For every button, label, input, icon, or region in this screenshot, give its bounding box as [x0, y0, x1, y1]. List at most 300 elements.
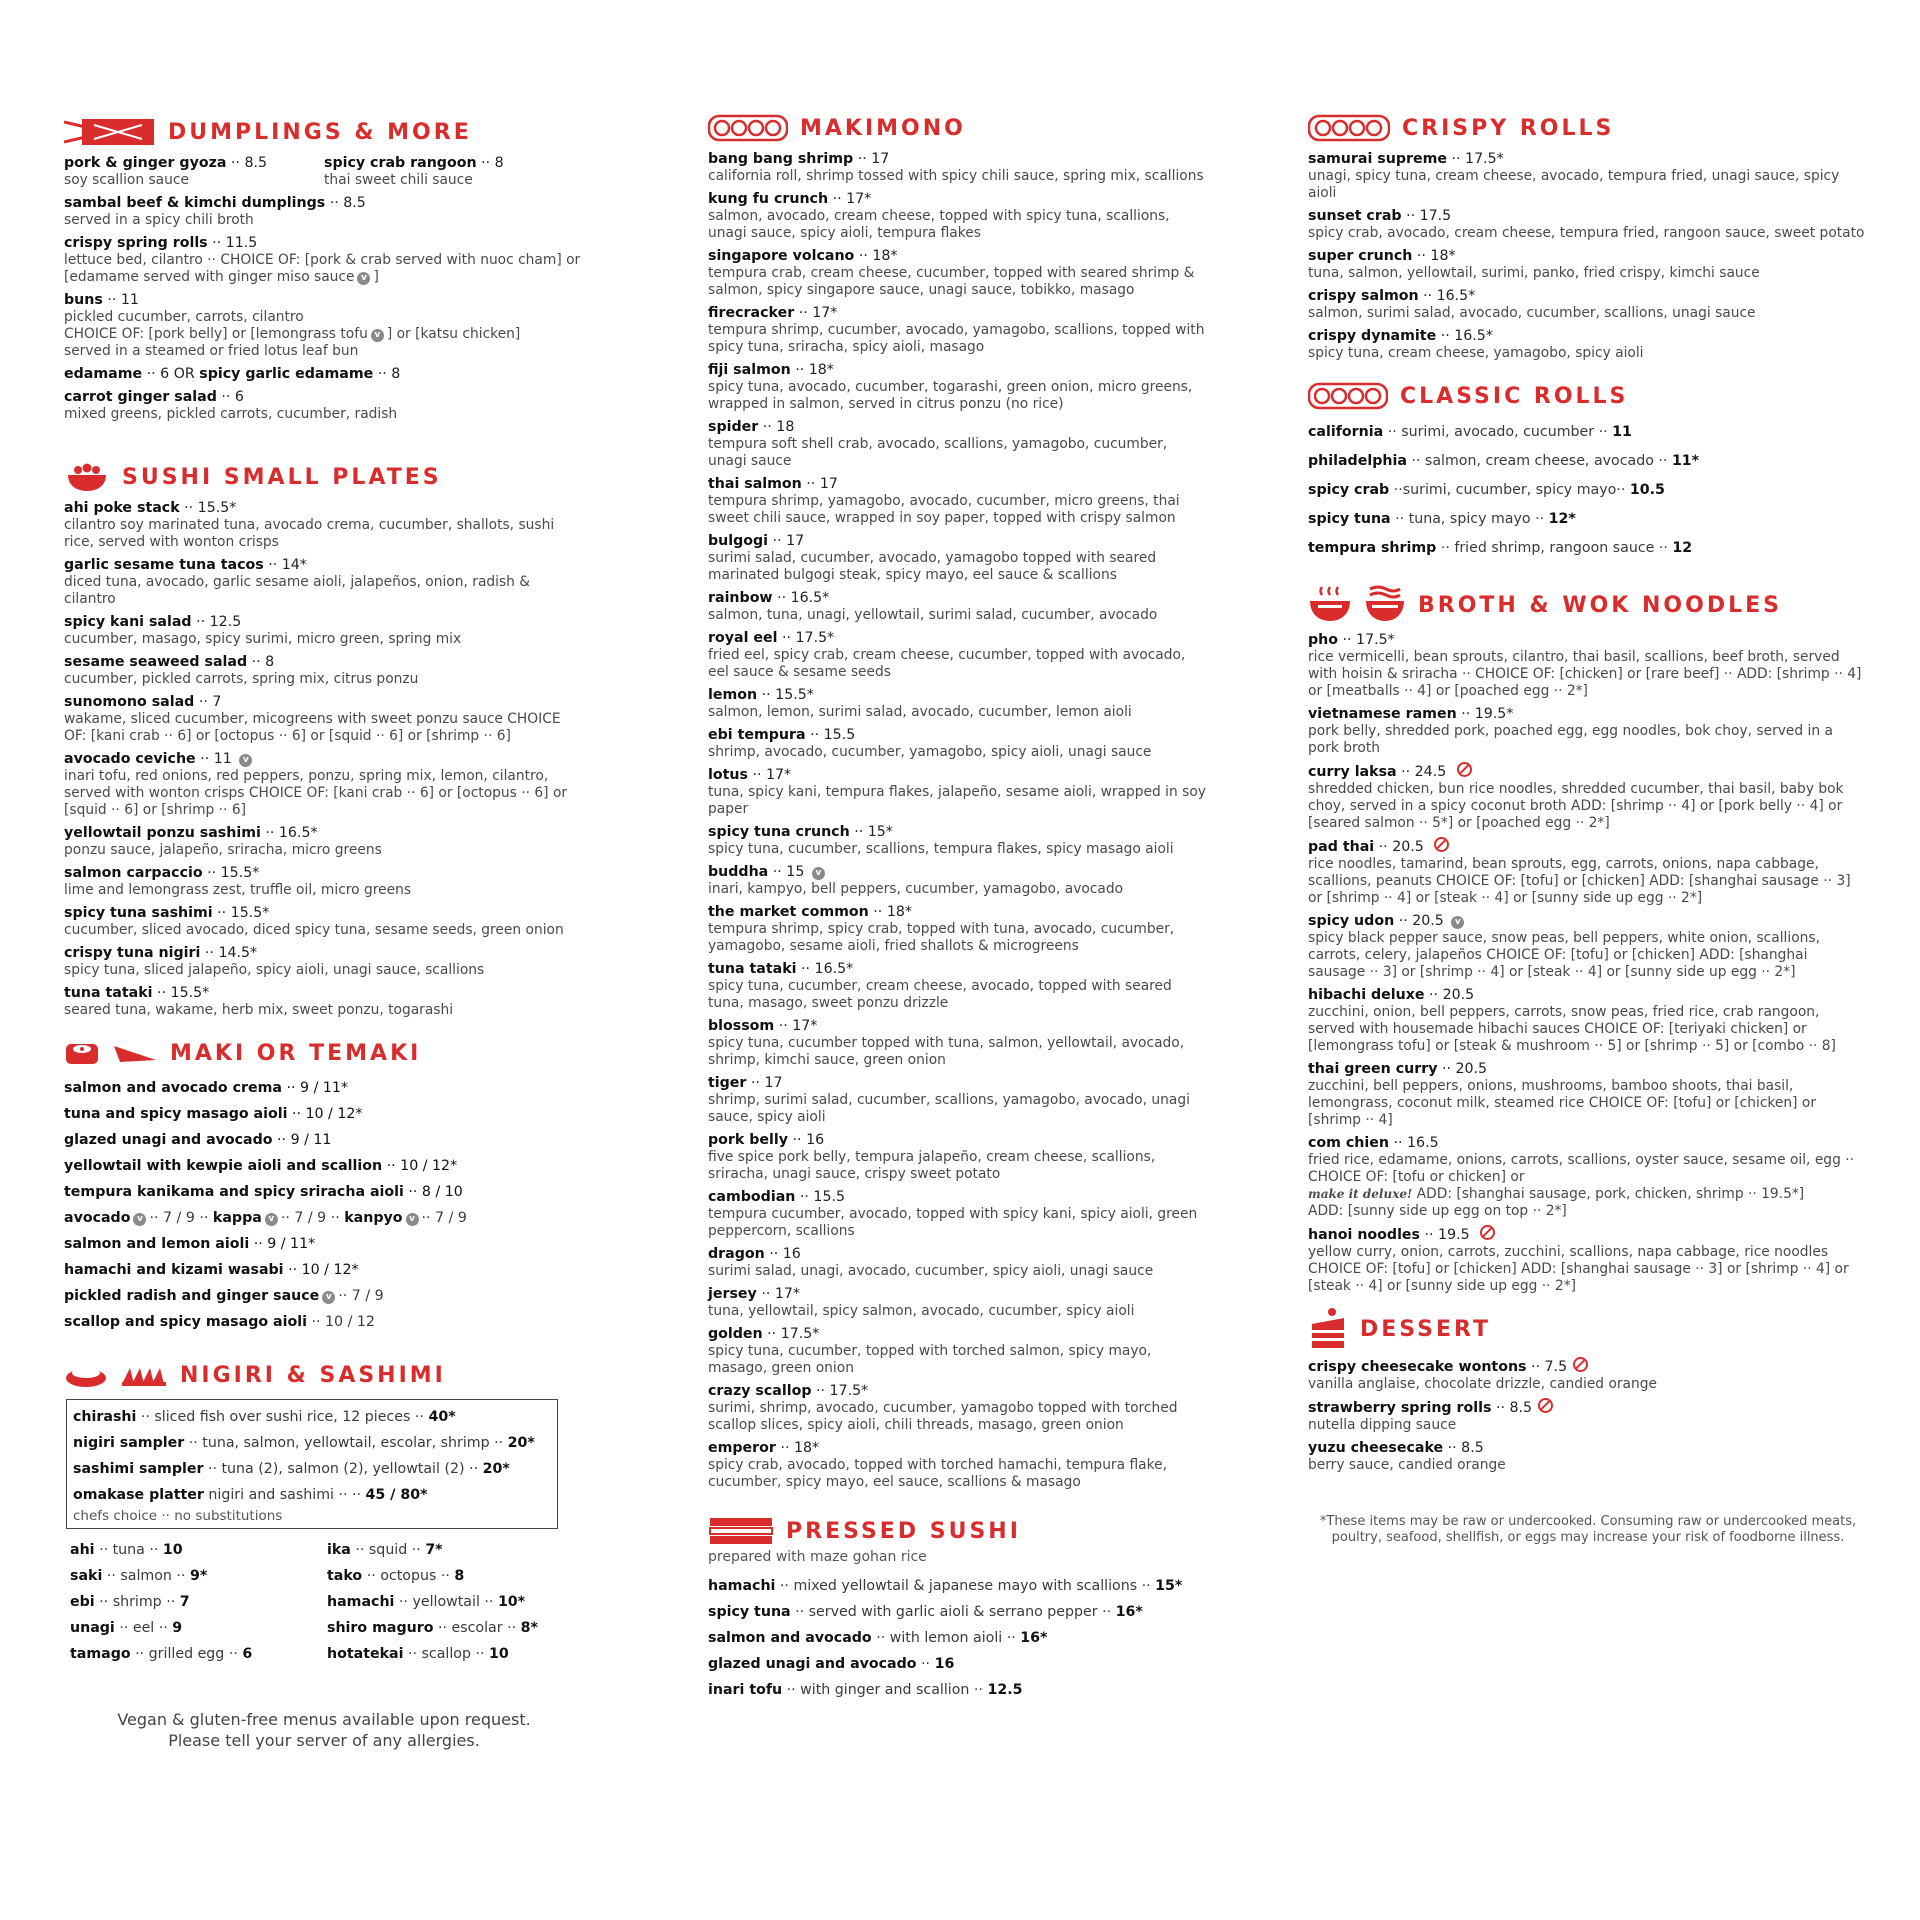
menu-item [708, 1131, 1208, 1183]
desc-line: pickled cucumber, carrots, cilantro [64, 309, 304, 325]
item-name: spicy tuna [708, 1604, 791, 1620]
item-price: ·· 11 [200, 751, 232, 767]
menu-item [708, 1188, 1208, 1240]
item-desc: ·· yellowtail ·· [398, 1594, 494, 1610]
menu-item [64, 1101, 584, 1127]
item-price: 10* [497, 1594, 526, 1610]
desc-line: fried rice, edamame, onions, carrots, scallions, oyster sauce, sesame oil, egg ·· CHOICE OF: [tofu or chicken] or [1308, 1152, 1854, 1185]
soup-bowl-icon [1308, 585, 1352, 625]
menu-item [1308, 705, 1868, 757]
item-desc: diced tuna, avocado, garlic sesame aioli, jalapeños, onion, radish & cilantro [64, 574, 531, 607]
item-name: spicy tuna crunch [708, 824, 850, 840]
menu-item [708, 532, 1208, 584]
menu-item [73, 1482, 551, 1508]
item-list [327, 1537, 584, 1667]
item-price: ·· 10 / 12* [288, 1262, 359, 1278]
item-price: ·· 15.5* [207, 865, 260, 881]
item-price: 15* [1155, 1578, 1183, 1594]
item-desc: yellow curry, onion, carrots, zucchini, scallions, napa cabbage, rice noodles CHOICE OF: [tofu] or [chicken] ADD: [shanghai sausage ·· 3] or [shrimp ·· 4] or [steak ·· 4] or [sunny side up egg ·· 2*] [1308, 1244, 1849, 1294]
item-name: salmon and lemon aioli [64, 1236, 250, 1252]
menu-item [708, 1439, 1208, 1491]
menu-item [73, 1430, 551, 1456]
item-desc: soy scallion sauce [64, 172, 189, 188]
item-list [64, 1075, 584, 1205]
item-list [70, 1537, 327, 1667]
item-price: 10.5 [1629, 482, 1665, 498]
column-right [1308, 114, 1868, 1546]
item-desc: ··surimi, cucumber, spicy mayo·· [1393, 482, 1626, 498]
item-price: 20* [482, 1461, 510, 1477]
menu-item [64, 944, 584, 979]
item-name: pho [1308, 632, 1339, 648]
item-name: ahi poke stack [64, 500, 180, 516]
section-header [1308, 1305, 1868, 1353]
item-desc: nutella dipping sauce [1308, 1417, 1457, 1433]
item-name: bulgogi [708, 533, 769, 549]
menu-item [1308, 986, 1868, 1055]
vegan-icon: v [322, 1291, 335, 1304]
item-desc: five spice pork belly, tempura jalapeño, cream cheese, scallions, sriracha, unagi sauce, crispy sweet potato [708, 1149, 1156, 1182]
item-name: omakase platter [73, 1487, 204, 1503]
item-name: pork belly [708, 1132, 789, 1148]
item-desc: pork belly, shredded pork, poached egg, egg noodles, bok choy, served in a pork broth [1308, 723, 1833, 756]
item-name: spider [708, 419, 759, 435]
item-name: spicy crab [1308, 482, 1390, 498]
item-price: 10 [489, 1646, 509, 1662]
or-label: OR [173, 366, 195, 382]
item-price: 40* [428, 1409, 456, 1425]
item-price: ·· 14* [268, 557, 307, 573]
item-price: ·· 17.5 [1406, 208, 1452, 224]
section-header [1308, 378, 1868, 414]
item-desc: shredded chicken, bun rice noodles, shredded cucumber, thai basil, baby bok choy, served in a spicy coconut broth ADD: [shrimp ·· 4] or [pork belly ·· 4] or [seared salmon ·· 5*] or [poached egg ·· 2*] [1308, 781, 1844, 831]
item-price: ·· 8.5 [1495, 1400, 1533, 1416]
menu-item [708, 1651, 1208, 1677]
noodle-bowl-icon [1364, 585, 1406, 625]
menu-item [708, 1074, 1208, 1126]
item-price: ·· 16.5* [777, 590, 830, 606]
item-price: ·· 20.5 [1429, 987, 1475, 1003]
item-desc: tempura shrimp, yamagobo, avocado, cucumber, micro greens, thai sweet chili sauce, wrapped in soy paper, topped with crispy salmon [708, 493, 1180, 526]
item-name: tuna tataki [64, 985, 153, 1001]
item-name: tempura kanikama and spicy sriracha aioli [64, 1184, 404, 1200]
item-name: nigiri sampler [73, 1435, 185, 1451]
item-name: pickled radish and ginger sauce [64, 1288, 320, 1304]
item-name: rainbow [708, 590, 773, 606]
item-name: bang bang shrimp [708, 151, 854, 167]
section-title: SUSHI SMALL PLATES [122, 464, 442, 490]
menu-item [1308, 762, 1868, 832]
vegan-icon: v [406, 1213, 419, 1226]
menu-item [64, 234, 584, 286]
menu-item [64, 824, 584, 859]
item-price: ·· 18 [762, 419, 795, 435]
item-name: ebi tempura [708, 727, 806, 743]
disclaimer: *These items may be raw or undercooked. Consuming raw or undercooked meats, poultry, seafood, shellfish, or eggs may increase your risk of foodborne illness. [1319, 1514, 1857, 1545]
item-desc [1308, 1152, 1868, 1220]
item-price: ·· 11.5 [212, 235, 258, 251]
item-price: ·· 18* [780, 1440, 820, 1456]
item-price: ·· 17.5* [767, 1326, 820, 1342]
item-name: singapore volcano [708, 248, 855, 264]
item-price: ·· 18* [795, 362, 834, 378]
menu-item [1308, 1439, 1868, 1474]
menu-item [1308, 1398, 1868, 1434]
item-price: ·· 16.5 [1393, 1135, 1439, 1151]
item-price: ·· 17 [750, 1075, 783, 1091]
item-desc: ·· tuna, spicy mayo ·· [1395, 511, 1545, 527]
item-desc: tuna, spicy kani, tempura flakes, jalapeño, sesame aioli, wrapped in soy paper [708, 784, 1206, 817]
item-name: ika [327, 1542, 351, 1558]
item-desc: ·· with lemon aioli ·· [876, 1630, 1016, 1646]
item-price: ·· 9 / 11* [253, 1236, 316, 1252]
item-price: ·· 8 [251, 654, 275, 670]
item-desc: tempura shrimp, spicy crab, topped with tuna, avocado, cucumber, yamagobo, sesame aioli, fried shallots & microgreens [708, 921, 1175, 954]
menu-item [1308, 327, 1868, 362]
item-desc: ·· octopus ·· [366, 1568, 450, 1584]
gluten-free-icon [1434, 837, 1449, 852]
item-name: hamachi [708, 1578, 776, 1594]
vegan-icon: v [812, 867, 825, 880]
item-price: 11* [1671, 453, 1700, 469]
item-name: yellowtail ponzu sashimi [64, 825, 261, 841]
item-name: inari tofu [708, 1682, 783, 1698]
item-name: glazed unagi and avocado [708, 1656, 917, 1672]
menu-item [70, 1641, 327, 1667]
item-price: ·· 17* [798, 305, 838, 321]
section-title: MAKI OR TEMAKI [170, 1040, 422, 1066]
menu-item [64, 984, 584, 1019]
item-price: 9* [189, 1568, 208, 1584]
item-price: ·· 15 [772, 864, 805, 880]
item-price: ·· 15* [854, 824, 893, 840]
item-price: 12 [1672, 540, 1693, 556]
menu-item [1308, 247, 1868, 282]
item-name: sambal beef & kimchi dumplings [64, 195, 326, 211]
item-price: ·· 14.5* [204, 945, 258, 961]
item-price: 7* [425, 1542, 443, 1558]
menu-item [64, 653, 584, 688]
item-name: tuna and spicy masago aioli [64, 1106, 288, 1122]
item-name: pad thai [1308, 839, 1375, 855]
item-name: spicy tuna sashimi [64, 905, 213, 921]
item-desc: ·· tuna, salmon, yellowtail, escolar, shrimp ·· [188, 1435, 504, 1451]
section-header [64, 114, 584, 150]
desc-line: lettuce bed, cilantro ·· CHOICE OF: [pork & crab served with nuoc cham] or [64, 252, 581, 268]
menu-item [327, 1615, 584, 1641]
item-name: pork & ginger gyoza [64, 155, 227, 171]
item-desc: served in a spicy chili broth [64, 212, 254, 228]
item-name: ebi [70, 1594, 95, 1610]
item-price: ·· 18* [858, 248, 898, 264]
item-name: strawberry spring rolls [1308, 1400, 1492, 1416]
item-desc: salmon, surimi salad, avocado, cucumber, scallions, unagi sauce [1308, 305, 1756, 321]
menu-item [708, 726, 1208, 761]
item-desc: wakame, sliced cucumber, micogreens with sweet ponzu sauce CHOICE OF: [kani crab ·· 6] or [octopus ·· 6] or [squid ·· 6] or [shrimp ·· 6] [64, 711, 561, 744]
item-price: ·· 8.5 [329, 195, 366, 211]
section-title: BROTH & WOK NOODLES [1418, 592, 1782, 618]
vegan-icon: v [371, 329, 384, 342]
menu-item [1308, 150, 1868, 202]
item-desc: lime and lemongrass zest, truffle oil, micro greens [64, 882, 412, 898]
column-left [64, 114, 584, 1751]
item-name: lemon [708, 687, 758, 703]
item-price: 45 / 80* [365, 1487, 428, 1503]
item-list [64, 499, 584, 745]
item-desc: spicy tuna, cucumber, scallions, tempura flakes, spicy masago aioli [708, 841, 1174, 857]
item-desc: ·· surimi, avocado, cucumber ·· [1387, 424, 1608, 440]
menu-item [327, 1537, 584, 1563]
item-name: spicy garlic edamame [199, 366, 374, 382]
item-price: ·· 17.5* [1342, 632, 1395, 648]
footer-line: Please tell your server of any allergies. [168, 1731, 480, 1750]
item-price: ·· 24.5 [1401, 764, 1447, 780]
item-price: 20* [507, 1435, 535, 1451]
item-desc: rice noodles, tamarind, bean sprouts, egg, carrots, onions, napa cabbage, scallions, peanuts CHOICE OF: [tofu] or [chicken] ADD: [shanghai sausage ·· 3] or [shrimp ·· 4] or [steak ·· 4] or [sunny side up egg ·· 2*] [1308, 856, 1851, 906]
item-price: ·· 17* [752, 767, 792, 783]
menu-item [64, 499, 584, 551]
item-price: ·· 10 / 12* [386, 1158, 458, 1174]
item-name: spicy udon [1308, 913, 1395, 929]
item-name: vietnamese ramen [1308, 706, 1457, 722]
item-name: avocado ceviche [64, 751, 196, 767]
section-header [64, 1357, 584, 1393]
menu-item [708, 1625, 1208, 1651]
menu-item [708, 150, 1208, 185]
section-header [708, 110, 1208, 146]
item-name: cambodian [708, 1189, 796, 1205]
menu-item [708, 1285, 1208, 1320]
menu-item [708, 1245, 1208, 1280]
item-price: ·· 8 [481, 155, 504, 171]
item-desc: ·· [921, 1656, 931, 1672]
item-desc: ·· mixed yellowtail & japanese mayo with scallions ·· [779, 1578, 1151, 1594]
section-header [1308, 583, 1868, 627]
gluten-free-icon [1538, 1398, 1553, 1413]
item-name: california [1308, 424, 1384, 440]
item-name: sunomono salad [64, 694, 195, 710]
item-name: ahi [70, 1542, 95, 1558]
crispy-rolls-icon [1308, 113, 1390, 143]
item-name: jersey [708, 1286, 757, 1302]
item-name: crispy cheesecake wontons [1308, 1359, 1527, 1375]
item-desc [64, 309, 584, 360]
menu-item [64, 864, 584, 899]
menu-item [708, 1017, 1208, 1069]
temaki-icon [112, 1038, 158, 1068]
item-price: 10 [162, 1542, 183, 1558]
item-price: ·· 15.5* [157, 985, 210, 1001]
item-desc: tuna, salmon, yellowtail, surimi, panko, fried crispy, kimchi sauce [1308, 265, 1760, 281]
item-desc: tempura shrimp, cucumber, avocado, yamagobo, scallions, topped with spicy tuna, sriracha, spicy aioli, masago [708, 322, 1205, 355]
item-list [64, 1231, 584, 1283]
section-title: DESSERT [1360, 1316, 1491, 1342]
item-name: shiro maguro [327, 1620, 434, 1636]
menu-item [327, 1589, 584, 1615]
item-desc: salmon, avocado, cream cheese, topped with spicy tuna, scallions, unagi sauce, spicy aioli, tempura flakes [708, 208, 1170, 241]
section-classic [1308, 378, 1868, 563]
item-name: thai green curry [1308, 1061, 1438, 1077]
item-price: ·· 19.5 [1424, 1227, 1470, 1243]
menu-item [327, 1563, 584, 1589]
item-name: samurai supreme [1308, 151, 1448, 167]
item-price: ·· 9 / 11* [286, 1080, 349, 1096]
menu-item [1308, 418, 1868, 447]
section-title: CLASSIC ROLLS [1400, 383, 1629, 409]
item-desc: ·· grilled egg ·· [135, 1646, 238, 1662]
menu-item [64, 1153, 584, 1179]
menu-item [708, 1325, 1208, 1377]
menu-item [708, 766, 1208, 818]
item-price: ·· 16 [792, 1132, 825, 1148]
item-name: spicy kani salad [64, 614, 192, 630]
item-price: ·· 16.5* [265, 825, 318, 841]
menu-item [327, 1641, 584, 1667]
item-desc: spicy crab, avocado, cream cheese, tempura fried, rangoon sauce, sweet potato [1308, 225, 1865, 241]
item-desc: inari, kampyo, bell peppers, cucumber, yamagobo, avocado [708, 881, 1124, 897]
item-desc: tempura soft shell crab, avocado, scallions, yamagobo, cucumber, unagi sauce [708, 436, 1168, 469]
menu-item [64, 1179, 584, 1205]
item-name: unagi [70, 1620, 115, 1636]
section-title: CRISPY ROLLS [1402, 115, 1615, 141]
item-price: ·· 20.5 [1378, 839, 1424, 855]
menu-item [708, 475, 1208, 527]
item-price: ·· 16.5* [801, 961, 854, 977]
footer-line: Vegan & gluten-free menus available upon request. [117, 1710, 531, 1729]
item-list [708, 150, 1208, 858]
item-price: 16 [934, 1656, 955, 1672]
item-name: sunset crab [1308, 208, 1402, 224]
item-price: ·· 6 [146, 366, 170, 382]
item-price: 6 [242, 1646, 253, 1662]
item-desc: spicy tuna, sliced jalapeño, spicy aioli, unagi sauce, scallions [64, 962, 485, 978]
item-price: ·· 20.5 [1398, 913, 1444, 929]
menu-item [708, 903, 1208, 955]
item-price: ·· 16.5* [1423, 288, 1476, 304]
menu-item [1308, 1357, 1868, 1393]
menu-item [64, 904, 584, 939]
item-name: avocado [64, 1210, 131, 1226]
item-price: ·· 7 / 9 [338, 1288, 384, 1304]
menu-item [1308, 534, 1868, 563]
menu-item [1308, 1225, 1868, 1295]
footer-note [64, 1709, 584, 1751]
menu-item [1308, 505, 1868, 534]
section-pressed [708, 1513, 1208, 1703]
item-name: hibachi deluxe [1308, 987, 1425, 1003]
item-price: 9 [172, 1620, 183, 1636]
item-price: 16* [1020, 1630, 1048, 1646]
menu-item [64, 556, 584, 608]
item-desc: ·· scallop ·· [408, 1646, 485, 1662]
section-header [1308, 110, 1868, 146]
menu-item [708, 1677, 1208, 1703]
item-price: ·· 20.5 [1441, 1061, 1488, 1077]
item-price: ·· 17 [772, 533, 805, 549]
item-name: carrot ginger salad [64, 389, 217, 405]
classic-rolls-icon [1308, 381, 1388, 411]
section-dessert [1308, 1305, 1868, 1474]
item-desc: surimi salad, unagi, avocado, cucumber, spicy aioli, unagi sauce [708, 1263, 1154, 1279]
item-desc: surimi salad, cucumber, avocado, yamagobo topped with seared marinated bulgogi steak, spicy mayo, eel sauce & scallions [708, 550, 1157, 583]
gluten-free-icon [1457, 762, 1472, 777]
item-name: kung fu crunch [708, 191, 829, 207]
item-desc: berry sauce, candied orange [1308, 1457, 1506, 1473]
item-desc: cilantro soy marinated tuna, avocado crema, cucumber, shallots, sushi rice, served with wonton crisps [64, 517, 555, 550]
item-desc: surimi, shrimp, avocado, cucumber, yamagobo topped with torched scallop slices, spicy aioli, chili threads, masago, green onion [708, 1400, 1178, 1433]
desc-line: ] or [katsu chicken] [386, 326, 521, 342]
item-desc: spicy tuna, avocado, cucumber, togarashi, green onion, micro greens, wrapped in salmon, served in citrus ponzu (no rice) [708, 379, 1193, 412]
sashimi-icon [120, 1360, 168, 1390]
menu-item [324, 154, 584, 189]
item-name: salmon and avocado crema [64, 1080, 283, 1096]
desc-line: CHOICE OF: [pork belly] or [lemongrass tofu [64, 326, 368, 342]
item-price: ·· 17.5* [782, 630, 835, 646]
item-name: hotatekai [327, 1646, 404, 1662]
desc-line: served in a steamed or fried lotus leaf bun [64, 343, 359, 359]
item-name: crispy salmon [1308, 288, 1419, 304]
menu-item [70, 1589, 327, 1615]
platter-box [66, 1399, 558, 1529]
item-price: ·· 17 [857, 151, 890, 167]
menu-item [64, 1309, 584, 1335]
item-desc: tempura crab, cream cheese, cucumber, topped with seared shrimp & salmon, spicy singapore sauce, unagi sauce, tobikko, masago [708, 265, 1195, 298]
item-name: royal eel [708, 630, 778, 646]
item-desc: ·· sliced fish over sushi rice, 12 pieces ·· [140, 1409, 424, 1425]
item-desc: shrimp, surimi salad, cucumber, scallions, yamagobo, avocado, unagi sauce, spicy aioli [708, 1092, 1190, 1125]
item-price: 12* [1548, 511, 1576, 527]
menu-item [708, 361, 1208, 413]
item-price: ·· 16 [769, 1246, 801, 1262]
gluten-free-icon [1480, 1225, 1495, 1240]
item-price: ·· 12.5 [196, 614, 242, 630]
menu-item [1308, 476, 1868, 505]
item-name: golden [708, 1326, 763, 1342]
item-list [1308, 150, 1868, 362]
item-desc: ponzu sauce, jalapeño, sriracha, micro greens [64, 842, 382, 858]
item-desc: ·· fried shrimp, rangoon sauce ·· [1440, 540, 1668, 556]
item-name: kanpyo [344, 1210, 403, 1226]
item-price: ·· 10 / 12 [311, 1314, 375, 1330]
item-name: glazed unagi and avocado [64, 1132, 273, 1148]
menu-item [1308, 447, 1868, 476]
item-name: emperor [708, 1440, 776, 1456]
item-price: 7 [179, 1594, 190, 1610]
item-price: 11 [1612, 424, 1632, 440]
item-list [1308, 1357, 1868, 1474]
item-name: sesame seaweed salad [64, 654, 248, 670]
item-name: sashimi sampler [73, 1461, 204, 1477]
item-desc: cucumber, sliced avocado, diced spicy tuna, sesame seeds, green onion [64, 922, 564, 938]
item-price: ·· 17.5* [816, 1383, 869, 1399]
menu-item [1308, 837, 1868, 907]
menu-item [70, 1615, 327, 1641]
item-name: tiger [708, 1075, 747, 1091]
item-desc: ·· salmon ·· [106, 1568, 186, 1584]
item-name: scallop and spicy masago aioli [64, 1314, 307, 1330]
item-price: ·· 7 / 9 ·· [149, 1210, 209, 1226]
item-name: com chien [1308, 1135, 1389, 1151]
item-desc: cucumber, pickled carrots, spring mix, citrus ponzu [64, 671, 419, 687]
gluten-free-icon [1573, 1357, 1588, 1372]
menu-item [64, 194, 584, 229]
item-price: 12.5 [987, 1682, 1023, 1698]
item-name: crispy dynamite [1308, 328, 1437, 344]
item-price: ·· 16.5* [1440, 328, 1493, 344]
section-title: DUMPLINGS & MORE [168, 119, 472, 145]
item-name: spicy crab rangoon [324, 155, 477, 171]
item-name: salmon and avocado [708, 1630, 872, 1646]
